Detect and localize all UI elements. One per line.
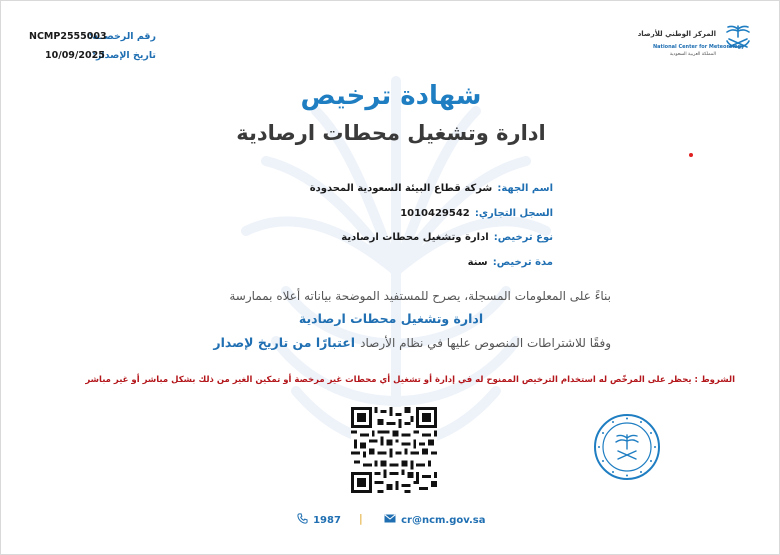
field-label: السجل التجاري:: [474, 208, 553, 219]
terms-line: [85, 367, 735, 386]
body-text: وفقًا للاشتراطات المنصوص عليها في نظام الأرصاد: [360, 336, 611, 350]
license-number-value: NCMP2555003: [29, 31, 107, 42]
body-line-2: [1, 308, 780, 327]
title-main-wrap: [1, 81, 780, 111]
logo-subtitle-wrap: [670, 40, 716, 59]
terms-text: الشروط : يحظر على المرخّص له استخدام الترخيص الممنوح له في إدارة أو تشغيل أي محطات غير مرخصة أو تمكين الغير من ذلك بشكل مباشر أو غير مباشر: [85, 375, 735, 385]
body-line-1: [229, 285, 611, 304]
field-row-duration: [468, 250, 553, 269]
phone-number: 1987: [313, 515, 341, 526]
field-row-cr: [400, 201, 553, 220]
envelope-icon: [384, 514, 396, 523]
issue-date-value-wrap: [45, 43, 105, 62]
logo-subtitle-ar: المملكة العربية السعودية: [669, 52, 716, 57]
field-value: شركة قطاع البيئة السعودية المحدودة: [309, 183, 493, 194]
field-row-type: [341, 225, 553, 244]
certificate-subtitle: ادارة وتشغيل محطات ارصادية: [236, 121, 546, 145]
phone-contact[interactable]: [297, 508, 341, 527]
email-contact[interactable]: [384, 508, 485, 527]
logo-name-en: National Center for Meteorology: [653, 44, 745, 50]
title-sub-wrap: [1, 121, 780, 145]
field-value: سنة: [467, 257, 488, 268]
footer-separator: |: [359, 512, 363, 525]
phone-icon: [297, 513, 308, 524]
certificate-title: شهادة ترخيص: [300, 81, 482, 111]
body-effective-date: اعتبارًا من تاريخ لإصدار: [213, 335, 356, 350]
field-label: نوع ترخيص:: [493, 232, 553, 243]
field-label: مدة ترخيص:: [492, 257, 553, 268]
red-dot-marker: [689, 153, 693, 157]
license-number-label: رقم الرخصــة:: [88, 31, 156, 42]
qr-code-icon: [351, 407, 437, 493]
field-row-entity: [310, 176, 553, 195]
issue-date-label: تاريخ الإصدار:: [92, 50, 156, 61]
body-activity: ادارة وتشغيل محطات ارصادية: [298, 311, 484, 326]
field-label: اسم الجهة:: [497, 183, 553, 194]
body-text: بناءً على المعلومات المسجلة، يصرح للمستفيد الموضحة بياناته أعلاه بممارسة: [229, 289, 611, 303]
issue-date-value: 10/09/2025: [45, 50, 105, 61]
email-address: cr@ncm.gov.sa: [401, 515, 486, 526]
ncm-round-seal-icon: [593, 413, 661, 481]
field-value: ادارة وتشغيل محطات ارصادية: [341, 232, 489, 243]
field-value: 1010429542: [400, 208, 470, 219]
license-number-value-wrap: [29, 24, 107, 43]
footer-separator-wrap: [359, 507, 363, 526]
body-line-3: [213, 332, 611, 351]
logo-name-ar: المركز الوطني للأرصاد: [637, 30, 716, 38]
